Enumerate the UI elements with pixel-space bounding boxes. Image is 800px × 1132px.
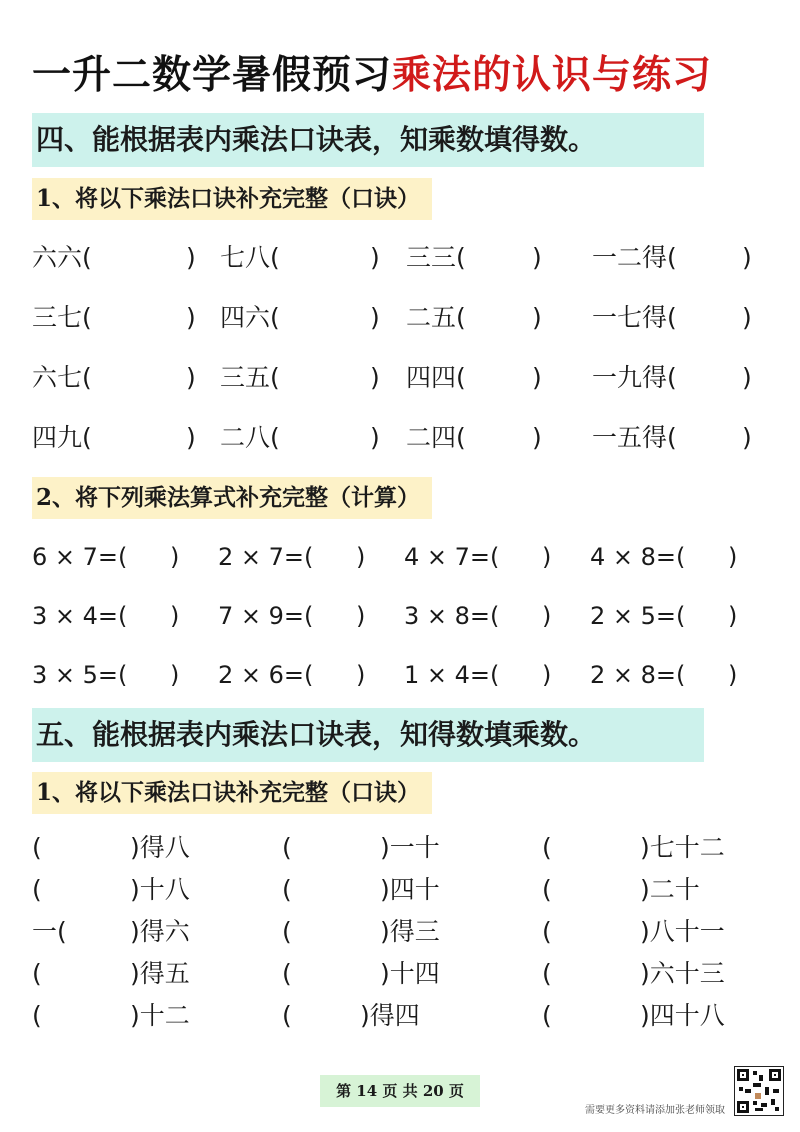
mnemonic-blank[interactable] [220, 418, 390, 458]
reverse-mnemonic-row [32, 996, 772, 1036]
equation-row [32, 655, 772, 695]
mnemonic-blank[interactable] [32, 418, 206, 458]
mnemonic-blank[interactable] [32, 358, 206, 398]
page-number: 第 14 页 共 20 页 [320, 1075, 480, 1107]
mnemonic-blank[interactable] [406, 418, 552, 458]
open-paren: ( [282, 917, 292, 946]
equation-blank[interactable] [590, 596, 748, 636]
mnemonic-prompt: 二四( [406, 423, 466, 452]
close-paren: ) [170, 661, 180, 689]
equation-blank[interactable] [218, 655, 376, 695]
reverse-mnemonic-blank[interactable] [32, 870, 252, 910]
mnemonic-prompt: 四九( [32, 423, 92, 452]
close-paren: ) [532, 303, 542, 332]
equation-prompt: 6 × 7=( [32, 543, 128, 571]
reverse-mnemonic-suffix: )得八 [130, 833, 190, 862]
reverse-mnemonic-blank[interactable] [282, 828, 502, 868]
mnemonic-prompt: 四六( [220, 303, 280, 332]
mnemonic-blank[interactable] [592, 298, 762, 338]
reverse-mnemonic-suffix: )得三 [380, 917, 440, 946]
reverse-mnemonic-blank[interactable] [282, 996, 502, 1036]
close-paren: ) [370, 363, 380, 392]
close-paren: ) [186, 303, 196, 332]
reverse-mnemonic-blank[interactable] [282, 870, 502, 910]
open-paren: ( [282, 959, 292, 988]
mnemonic-blank[interactable] [592, 418, 762, 458]
mnemonic-blank[interactable] [592, 358, 762, 398]
mnemonic-row [32, 238, 772, 278]
reverse-mnemonic-suffix: )十四 [380, 959, 440, 988]
equation-prompt: 3 × 4=( [32, 602, 128, 630]
open-paren: ( [32, 959, 42, 988]
close-paren: ) [370, 423, 380, 452]
close-paren: ) [542, 543, 552, 571]
reverse-mnemonic-suffix: )得四 [360, 1001, 420, 1030]
close-paren: ) [742, 243, 752, 272]
section4-part1-heading: 1、将以下乘法口诀补充完整（口诀） [32, 178, 432, 220]
close-paren: ) [370, 303, 380, 332]
open-paren: ( [282, 833, 292, 862]
contact-note: 需要更多资料请添加张老师领取 [585, 1105, 725, 1116]
open-paren: ( [542, 959, 552, 988]
equation-blank[interactable] [404, 655, 562, 695]
reverse-mnemonic-suffix: )一十 [380, 833, 440, 862]
title-accent: 乘法的认识与练习 [392, 52, 713, 98]
close-paren: ) [356, 661, 366, 689]
close-paren: ) [170, 602, 180, 630]
reverse-mnemonic-row [32, 828, 772, 868]
close-paren: ) [742, 363, 752, 392]
equation-blank[interactable] [218, 596, 376, 636]
reverse-mnemonic-blank[interactable] [542, 870, 762, 910]
reverse-mnemonic-suffix: )八十一 [640, 917, 725, 946]
mnemonic-blank[interactable] [32, 238, 206, 278]
equation-prompt: 2 × 8=( [590, 661, 686, 689]
section5-heading: 五、能根据表内乘法口诀表，知得数填乘数。 [32, 708, 704, 762]
section4-heading: 四、能根据表内乘法口诀表，知乘数填得数。 [32, 113, 704, 167]
open-paren: ( [542, 917, 552, 946]
section5-part1-heading: 1、将以下乘法口诀补充完整（口诀） [32, 772, 432, 814]
reverse-mnemonic-blank[interactable] [282, 954, 502, 994]
equation-blank[interactable] [590, 537, 748, 577]
open-paren: ( [32, 875, 42, 904]
reverse-mnemonic-blank[interactable] [282, 912, 502, 952]
page-title [32, 44, 772, 100]
close-paren: ) [186, 423, 196, 452]
equation-prompt: 3 × 5=( [32, 661, 128, 689]
equation-prompt: 2 × 7=( [218, 543, 314, 571]
reverse-mnemonic-blank[interactable] [32, 912, 252, 952]
mnemonic-blank[interactable] [220, 238, 390, 278]
close-paren: ) [728, 602, 738, 630]
mnemonic-prompt: 六六( [32, 243, 92, 272]
mnemonic-blank[interactable] [592, 238, 762, 278]
reverse-mnemonic-row [32, 954, 772, 994]
mnemonic-prompt: 二五( [406, 303, 466, 332]
close-paren: ) [532, 363, 542, 392]
reverse-mnemonic-suffix: )二十 [640, 875, 700, 904]
equation-prompt: 2 × 6=( [218, 661, 314, 689]
mnemonic-prompt: 一五得( [592, 423, 677, 452]
equation-blank[interactable] [218, 537, 376, 577]
reverse-mnemonic-row [32, 870, 772, 910]
qr-code-icon [734, 1066, 784, 1116]
reverse-mnemonic-suffix: )四十八 [640, 1001, 725, 1030]
equation-prompt: 4 × 7=( [404, 543, 500, 571]
mnemonic-blank[interactable] [220, 298, 390, 338]
mnemonic-prompt: 四四( [406, 363, 466, 392]
open-paren: ( [282, 1001, 292, 1030]
mnemonic-prompt: 二八( [220, 423, 280, 452]
open-paren: ( [542, 1001, 552, 1030]
equation-prompt: 4 × 8=( [590, 543, 686, 571]
open-paren: 一( [32, 917, 67, 946]
title-main: 一升二数学暑假预习 [32, 52, 393, 98]
mnemonic-prompt: 七八( [220, 243, 280, 272]
close-paren: ) [356, 543, 366, 571]
close-paren: ) [532, 423, 542, 452]
equation-blank[interactable] [404, 596, 562, 636]
close-paren: ) [542, 602, 552, 630]
reverse-mnemonic-suffix: )四十 [380, 875, 440, 904]
reverse-mnemonic-blank[interactable] [542, 996, 762, 1036]
reverse-mnemonic-row [32, 912, 772, 952]
equation-prompt: 2 × 5=( [590, 602, 686, 630]
mnemonic-prompt: 三三( [406, 243, 466, 272]
mnemonic-row [32, 418, 772, 458]
close-paren: ) [186, 243, 196, 272]
equation-blank[interactable] [404, 537, 562, 577]
mnemonic-prompt: 三七( [32, 303, 92, 332]
mnemonic-prompt: 一七得( [592, 303, 677, 332]
close-paren: ) [742, 423, 752, 452]
close-paren: ) [728, 661, 738, 689]
reverse-mnemonic-blank[interactable] [542, 954, 762, 994]
close-paren: ) [370, 243, 380, 272]
section4-part2-heading: 2、将下列乘法算式补充完整（计算） [32, 477, 432, 519]
close-paren: ) [170, 543, 180, 571]
equation-prompt: 1 × 4=( [404, 661, 500, 689]
reverse-mnemonic-suffix: )六十三 [640, 959, 725, 988]
equation-prompt: 7 × 9=( [218, 602, 314, 630]
open-paren: ( [32, 1001, 42, 1030]
reverse-mnemonic-blank[interactable] [542, 912, 762, 952]
reverse-mnemonic-suffix: )得六 [130, 917, 190, 946]
reverse-mnemonic-blank[interactable] [542, 828, 762, 868]
mnemonic-blank[interactable] [406, 298, 552, 338]
equation-blank[interactable] [32, 655, 190, 695]
equation-blank[interactable] [590, 655, 748, 695]
mnemonic-blank[interactable] [406, 238, 552, 278]
equation-prompt: 3 × 8=( [404, 602, 500, 630]
mnemonic-prompt: 一二得( [592, 243, 677, 272]
close-paren: ) [356, 602, 366, 630]
open-paren: ( [32, 833, 42, 862]
reverse-mnemonic-suffix: )得五 [130, 959, 190, 988]
close-paren: ) [532, 243, 542, 272]
mnemonic-prompt: 一九得( [592, 363, 677, 392]
close-paren: ) [186, 363, 196, 392]
mnemonic-blank[interactable] [220, 358, 390, 398]
mnemonic-row [32, 298, 772, 338]
reverse-mnemonic-suffix: )十二 [130, 1001, 190, 1030]
close-paren: ) [542, 661, 552, 689]
equation-blank[interactable] [32, 596, 190, 636]
reverse-mnemonic-suffix: )七十二 [640, 833, 725, 862]
open-paren: ( [282, 875, 292, 904]
reverse-mnemonic-blank[interactable] [32, 954, 252, 994]
mnemonic-row [32, 358, 772, 398]
equation-row [32, 537, 772, 577]
open-paren: ( [542, 833, 552, 862]
mnemonic-blank[interactable] [32, 298, 206, 338]
close-paren: ) [742, 303, 752, 332]
reverse-mnemonic-blank[interactable] [32, 996, 252, 1036]
equation-row [32, 596, 772, 636]
mnemonic-prompt: 三五( [220, 363, 280, 392]
reverse-mnemonic-blank[interactable] [32, 828, 252, 868]
equation-blank[interactable] [32, 537, 190, 577]
reverse-mnemonic-suffix: )十八 [130, 875, 190, 904]
close-paren: ) [728, 543, 738, 571]
open-paren: ( [542, 875, 552, 904]
mnemonic-blank[interactable] [406, 358, 552, 398]
mnemonic-prompt: 六七( [32, 363, 92, 392]
